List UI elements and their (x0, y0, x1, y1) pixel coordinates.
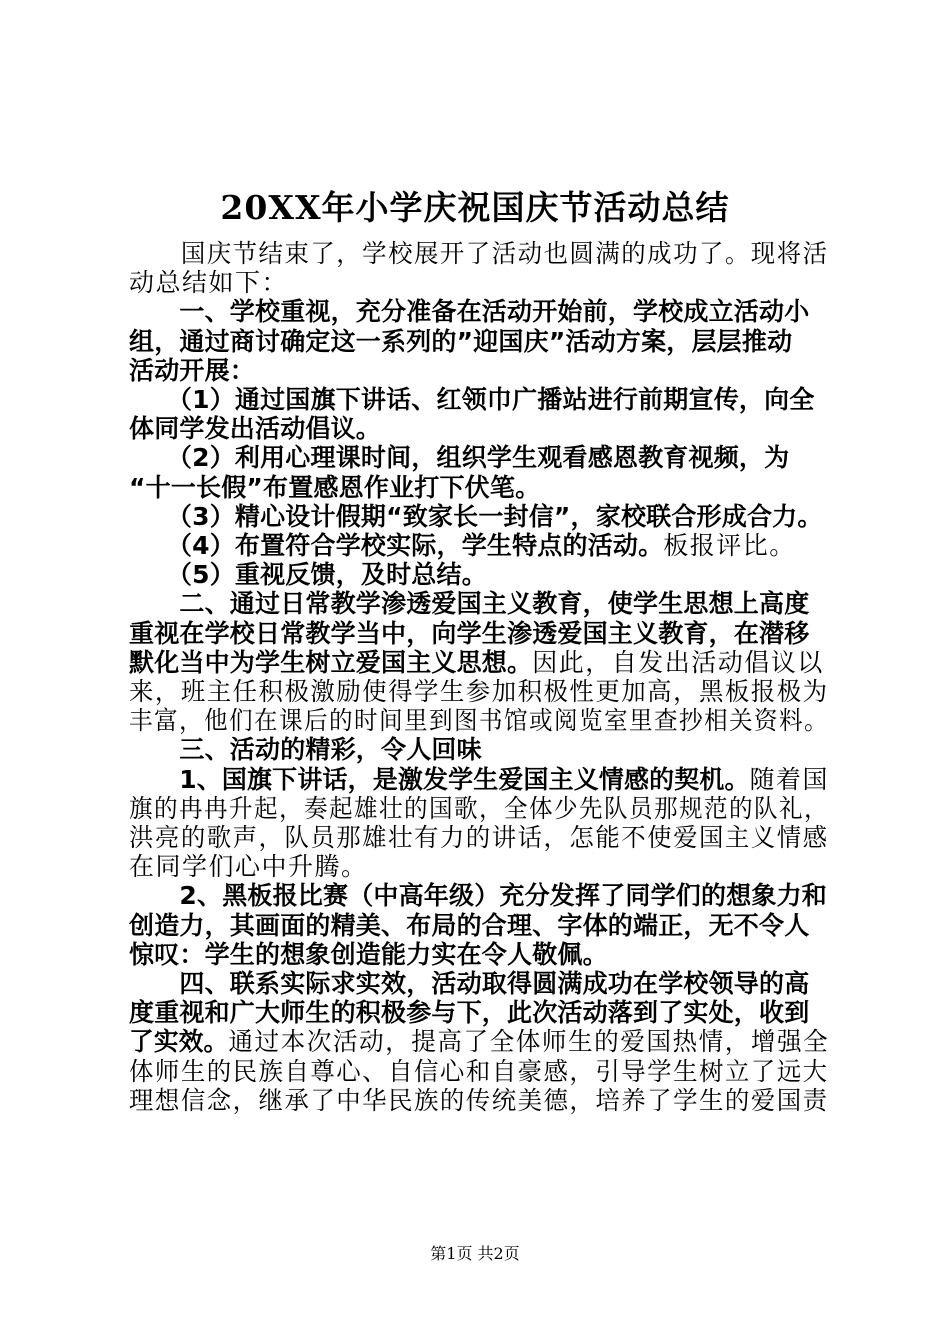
bold-text-segment: （5）重视反馈，及时总结。 (129, 560, 487, 590)
serif-text-segment: 洪亮的歌声，队员那雄壮有力的讲话，怎能不使爱国主义情感 (129, 823, 829, 852)
text-line (129, 502, 823, 532)
bold-text-segment: 1、国旗下讲话，是激发学生爱国主义情感的契机。 (129, 764, 750, 794)
text-line (129, 940, 608, 970)
bold-text-segment: （2）利用心理课时间，组织学生观看感恩教育视频，为 (129, 443, 790, 473)
bold-text-segment: 活动开展： (129, 355, 256, 385)
bold-text-segment: （3）精心设计假期“致家长一封信”，家校联合形成合力。 (129, 501, 823, 531)
text-line (129, 1057, 829, 1087)
text-line (129, 677, 829, 707)
text-line (129, 473, 540, 503)
text-line (129, 589, 809, 619)
text-line (129, 735, 482, 765)
text-line (129, 998, 809, 1028)
text-line (129, 765, 829, 795)
text-line (129, 239, 829, 269)
serif-text-segment: 因此，自发出活动倡议以 (532, 647, 824, 677)
bold-text-segment: 重视在学校日常教学当中，向学生渗透爱国主义教育，在潜移 (129, 618, 810, 648)
text-line (129, 852, 368, 882)
text-line (129, 443, 789, 473)
text-line (129, 823, 829, 853)
serif-text-segment: 国庆节结束了，学校展开了活动也圆满的成功了。现将活 (129, 239, 829, 268)
page-footer: 第1页 共2页 (430, 1244, 520, 1263)
text-line (129, 531, 796, 561)
bold-text-segment: 体同学发出活动倡议。 (129, 414, 382, 444)
serif-text-segment: 在同学们心中升腾。 (129, 852, 368, 882)
text-line (129, 969, 809, 999)
text-line (129, 356, 255, 386)
serif-text-segment: 丰富，他们在课后的时间里到图书馆或阅览室里查抄相关资料。 (129, 706, 830, 736)
text-line (129, 648, 824, 678)
text-line (129, 794, 829, 824)
bold-text-segment: 三、活动的精彩，令人回味 (129, 735, 482, 765)
text-line (129, 560, 487, 590)
bold-text-segment: （1）通过国旗下讲话、红领巾广播站进行前期宣传，向全 (129, 385, 815, 414)
bold-text-segment: 四、联系实际求实效，活动取得圆满成功在学校领导的高 (129, 969, 810, 998)
text-line (129, 414, 381, 444)
text-line (129, 327, 792, 357)
text-line (129, 268, 288, 298)
bold-text-segment: 一、学校重视，充分准备在活动开始前，学校成立活动小 (129, 297, 810, 327)
bold-text-segment: （4）布置符合学校实际，学生特点的活动。 (129, 531, 664, 560)
serif-text-segment: 理想信念，继承了中华民族的传统美德，培养了学生的爱国责 (129, 1085, 829, 1115)
bold-text-segment: 默化当中为学生树立爱国主义思想。 (129, 647, 533, 677)
serif-text-segment: 板报评比。 (663, 531, 796, 560)
text-line (129, 385, 815, 415)
bold-text-segment: 组，通过商讨确定这一系列的”迎国庆”活动方案，层层推动 (129, 326, 793, 356)
serif-text-segment: 动总结如下： (129, 268, 289, 298)
serif-text-segment: 体师生的民族自尊心、自信心和自豪感，引导学生树立了远大 (129, 1056, 829, 1086)
text-line (129, 706, 829, 736)
bold-text-segment: “十一长假”布置感恩作业打下伏笔。 (129, 472, 541, 502)
bold-text-segment: 2、黑板报比赛（中高年级）充分发挥了同学们的想象力和 (129, 881, 827, 911)
text-line (129, 619, 809, 649)
bold-text-segment: 创造力，其画面的精美、布局的合理、字体的端正，无不令人 (129, 910, 810, 940)
text-line (129, 1086, 829, 1116)
bold-text-segment: 度重视和广大师生的积极参与下，此次活动落到了实处，收到 (129, 998, 810, 1028)
text-line (129, 911, 809, 941)
text-line (129, 297, 809, 327)
serif-text-segment: 来，班主任积极激励使得学生参加积极性更加高，黑板报极为 (129, 677, 829, 706)
serif-text-segment: 通过本次活动，提高了全体师生的爱国热情，增强全 (228, 1027, 830, 1057)
serif-text-segment: 随着国 (749, 764, 829, 794)
bold-text-segment: 二、通过日常教学渗透爱国主义教育，使学生思想上高度 (129, 589, 810, 619)
text-line (129, 881, 827, 911)
bold-text-segment: 惊叹：学生的想象创造能力实在令人敬佩。 (129, 939, 608, 969)
bold-text-segment: 了实效。 (129, 1027, 229, 1057)
serif-text-segment: 旗的冉冉升起，奏起雄壮的国歌，全体少先队员那规范的队礼， (129, 793, 830, 823)
document-title: 20XX年小学庆祝国庆节活动总结 (220, 188, 730, 227)
text-line (129, 1027, 829, 1057)
